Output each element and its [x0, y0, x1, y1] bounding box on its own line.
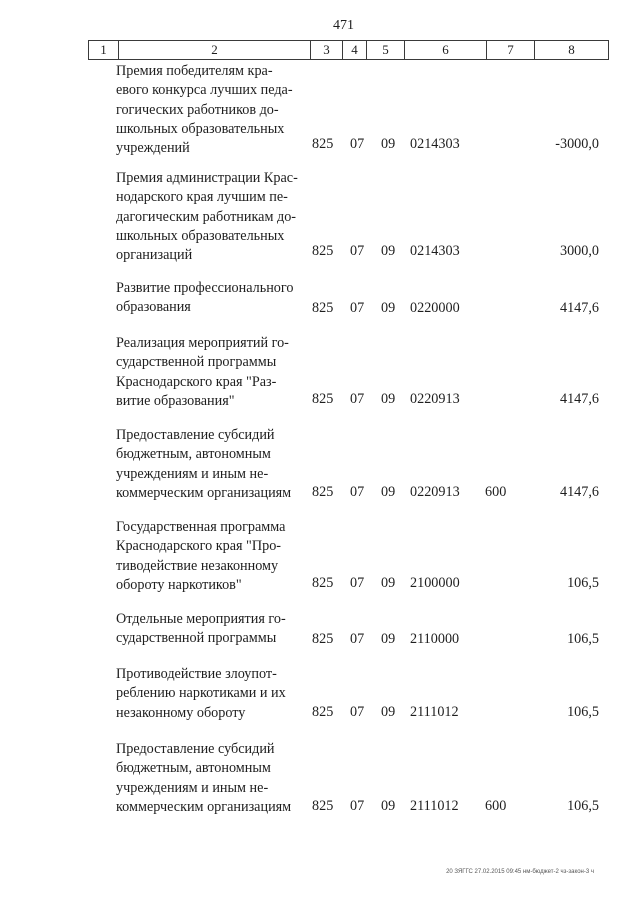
row-description: Премия администрации Крас- нодарского края лучшим пе- дагогическим работникам до- школьных образовательных организаций — [116, 170, 298, 264]
cell-amount: 4147,6 — [559, 391, 599, 407]
cell-target-article: 0220000 — [410, 300, 460, 316]
row-description: Противодействие злоупот- реблению наркотиками и их незаконному обороту — [116, 666, 286, 721]
cell-expense-type: 600 — [485, 484, 507, 500]
row-description: Развитие профессионального образования — [116, 280, 294, 316]
cell-ministry-code: 825 — [312, 631, 334, 647]
cell-target-article: 0214303 — [410, 136, 460, 152]
cell-amount: 106,5 — [567, 798, 599, 814]
cell-subsection-code: 09 — [381, 575, 396, 591]
row-description: Отдельные мероприятия го- сударственной программы — [116, 611, 286, 647]
cell-section-code: 07 — [350, 575, 365, 591]
cell-amount: 4147,6 — [559, 300, 599, 316]
cell-ministry-code: 825 — [312, 391, 334, 407]
cell-target-article: 2100000 — [410, 575, 460, 591]
cell-section-code: 07 — [350, 704, 365, 720]
cell-ministry-code: 825 — [312, 300, 334, 316]
cell-section-code: 07 — [350, 484, 365, 500]
cell-target-article: 2111012 — [410, 798, 459, 814]
cell-target-article: 0220913 — [410, 484, 460, 500]
cell-subsection-code: 09 — [381, 136, 396, 152]
cell-ministry-code: 825 — [312, 484, 334, 500]
cell-expense-type: 600 — [485, 798, 507, 814]
footer-file-stamp: 20 ЗЯГГС 27.02.2015 09:45 нм-бюджет-2 чз-закон-3 ч — [446, 869, 594, 875]
cell-section-code: 07 — [350, 798, 365, 814]
cell-subsection-code: 09 — [381, 798, 396, 814]
row-description: Предоставление субсидий бюджетным, автономным учреждениям и иным не- коммерческим организациям — [116, 427, 292, 501]
cell-ministry-code: 825 — [312, 575, 334, 591]
cell-subsection-code: 09 — [381, 631, 396, 647]
cell-section-code: 07 — [350, 300, 365, 316]
column-number-5: 5 — [367, 41, 405, 60]
cell-subsection-code: 09 — [381, 391, 396, 407]
cell-section-code: 07 — [350, 243, 365, 259]
cell-target-article: 0214303 — [410, 243, 460, 259]
column-number-2: 2 — [119, 41, 311, 60]
cell-subsection-code: 09 — [381, 484, 396, 500]
column-number-1: 1 — [89, 41, 119, 60]
column-number-8: 8 — [535, 41, 609, 60]
column-header-row — [88, 40, 609, 60]
page-number: 471 — [333, 18, 354, 33]
cell-amount: -3000,0 — [555, 136, 599, 152]
cell-amount: 3000,0 — [559, 243, 599, 259]
cell-section-code: 07 — [350, 631, 365, 647]
cell-target-article: 2110000 — [410, 631, 460, 647]
cell-amount: 106,5 — [567, 631, 599, 647]
cell-target-article: 0220913 — [410, 391, 460, 407]
cell-amount: 4147,6 — [559, 484, 599, 500]
cell-ministry-code: 825 — [312, 243, 334, 259]
cell-section-code: 07 — [350, 136, 365, 152]
cell-ministry-code: 825 — [312, 798, 334, 814]
cell-amount: 106,5 — [567, 575, 599, 591]
row-description: Реализация мероприятий го- сударственной программы Краснодарского края "Раз- витие образования" — [116, 335, 289, 409]
cell-target-article: 2111012 — [410, 704, 459, 720]
cell-subsection-code: 09 — [381, 704, 396, 720]
cell-amount: 106,5 — [567, 704, 599, 720]
cell-subsection-code: 09 — [381, 300, 396, 316]
cell-ministry-code: 825 — [312, 704, 334, 720]
cell-section-code: 07 — [350, 391, 365, 407]
column-number-4: 4 — [343, 41, 367, 60]
row-description: Государственная программа Краснодарского края "Про- тиводействие незаконному обороту наркотиков" — [116, 519, 286, 593]
cell-ministry-code: 825 — [312, 136, 334, 152]
row-description: Предоставление субсидий бюджетным, автономным учреждениям и иным не- коммерческим организациям — [116, 741, 292, 815]
column-number-7: 7 — [487, 41, 535, 60]
cell-subsection-code: 09 — [381, 243, 396, 259]
column-number-3: 3 — [311, 41, 343, 60]
row-description: Премия победителям кра- евого конкурса лучших педа- гогических работников до- школьных образовательных учреждений — [116, 63, 293, 157]
column-number-6: 6 — [405, 41, 487, 60]
